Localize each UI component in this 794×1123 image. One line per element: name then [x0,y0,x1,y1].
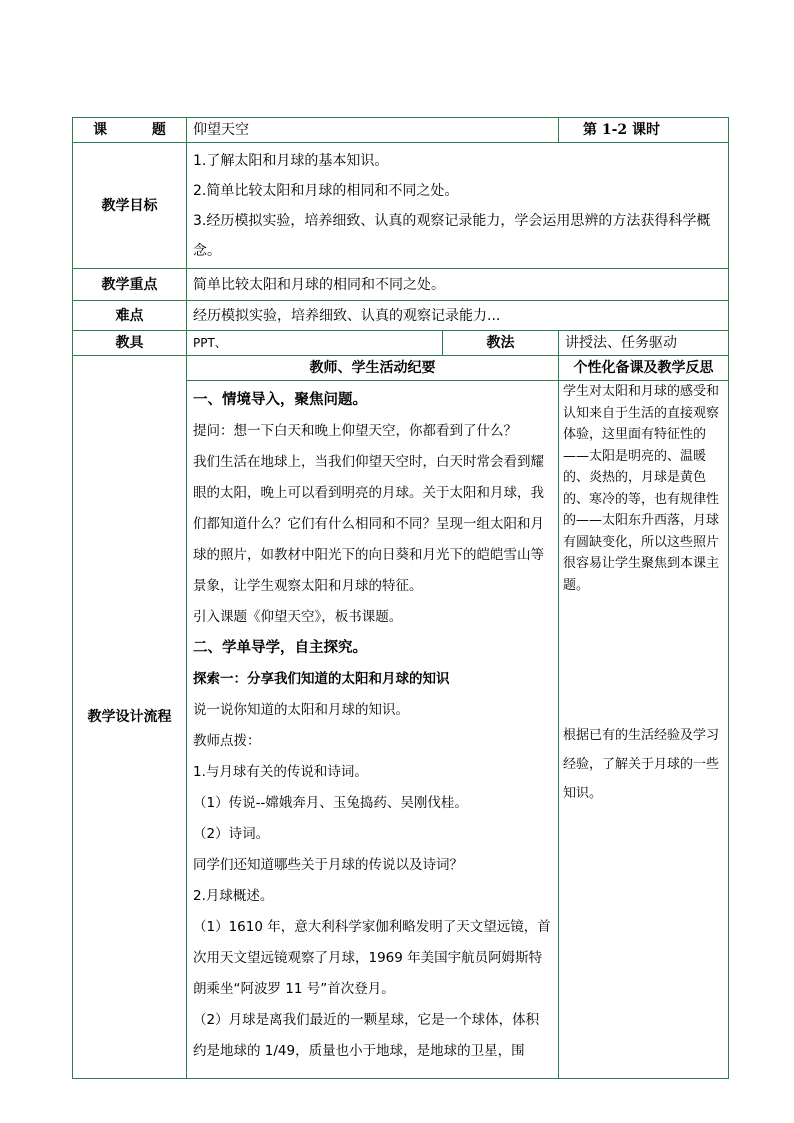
reflection-note: 根据已有的生活经验及学习经验，了解关于月球的一些知识。 [563,728,720,801]
row-difficulty [73,301,729,331]
paragraph: 2.月球概述。 [193,888,274,904]
sub-heading: 探索一：分享我们知道的太阳和月球的知识 [193,671,450,687]
paragraph: 引入课题《仰望天空》，板书课题。 [193,609,403,625]
row-goals [73,143,729,269]
reflection-header: 个性化备课及教学反思 [559,356,729,381]
paragraph: （2）诗词。 [193,826,270,842]
difficulty-value: 经历模拟实验，培养细致、认真的观察记录能力... [187,301,729,331]
topic-value: 仰望天空 [187,118,559,143]
paragraph: 提问：想一下白天和晚上仰望天空，你都看到了什么？ [193,423,517,439]
paragraph: 我们生活在地球上，当我们仰望天空时，白天时常会看到耀眼的太阳，晚上可以看到明亮的月球。关于太阳和月球，我们都知道什么？它们有什么相同和不同？呈现一组太阳和月球的照片，如教材中阳光下的向日葵和月光下的皑皑雪山等景象，让学生观察太阳和月球的特征。 [193,454,544,594]
focus-value: 简单比较太阳和月球的相同和不同之处。 [187,269,729,301]
topic-label: 课 题 [73,118,187,143]
tools-label: 教具 [73,331,187,356]
section-heading: 一、情境导入，聚焦问题。 [193,392,367,408]
goal-item: 3.经历模拟实验，培养细致、认真的观察记录能力，学会运用思辨的方法获得科学概念。 [193,212,711,259]
goals-label: 教学目标 [73,143,187,269]
paragraph: 同学们还知道哪些关于月球的传说以及诗词？ [193,857,463,873]
method-label: 教法 [443,331,559,356]
row-topic [73,118,729,143]
activity-header: 教师、学生活动纪要 [187,356,559,381]
period-value: 第 1-2 课时 [559,118,729,143]
reflection-note: 学生对太阳和月球的感受和认知来自于生活的直接观察体验，这里面有特征性的——太阳是明亮的、温暖的、炎热的，月球是黄色的、寒冷的等，也有规律性的——太阳东升西落，月球有圆缺变化，所以这些照片很容易让学生聚焦到本课主题。 [563,384,720,593]
goal-item: 1.了解太阳和月球的基本知识。 [193,152,389,169]
tools-value: PPT、 [187,331,443,356]
flow-label: 教学设计流程 [73,356,187,1079]
activity-content [187,381,559,1079]
paragraph: （2）月球是离我们最近的一颗星球，它是一个球体，体积约是地球的 1/49，质量也小于地球，是地球的卫星，围 [193,1012,540,1059]
row-focus [73,269,729,301]
focus-label: 教学重点 [73,269,187,301]
paragraph: 教师点拨： [193,733,261,749]
paragraph: （1）1610 年，意大利科学家伽利略发明了天文望远镜，首次用天文望远镜观察了月球，1969 年美国宇航员阿姆斯特朗乘坐“阿波罗 11 号”首次登月。 [193,919,551,997]
paragraph: 说一说你知道的太阳和月球的知识。 [193,702,409,718]
paragraph: 1.与月球有关的传说和诗词。 [193,764,368,780]
lesson-plan-page [72,117,728,1072]
paragraph: （1）传说--嫦娥奔月、玉兔捣药、吴刚伐桂。 [193,795,468,811]
row-tools [73,331,729,356]
row-flow-header [73,356,729,381]
lesson-plan-table [72,117,729,1079]
goals-cell [187,143,729,269]
reflection-content [559,381,729,1079]
goal-item: 2.简单比较太阳和月球的相同和不同之处。 [193,182,459,199]
difficulty-label: 难点 [73,301,187,331]
section-heading: 二、学单导学，自主探究。 [193,640,367,656]
method-value: 讲授法、任务驱动 [559,331,729,356]
